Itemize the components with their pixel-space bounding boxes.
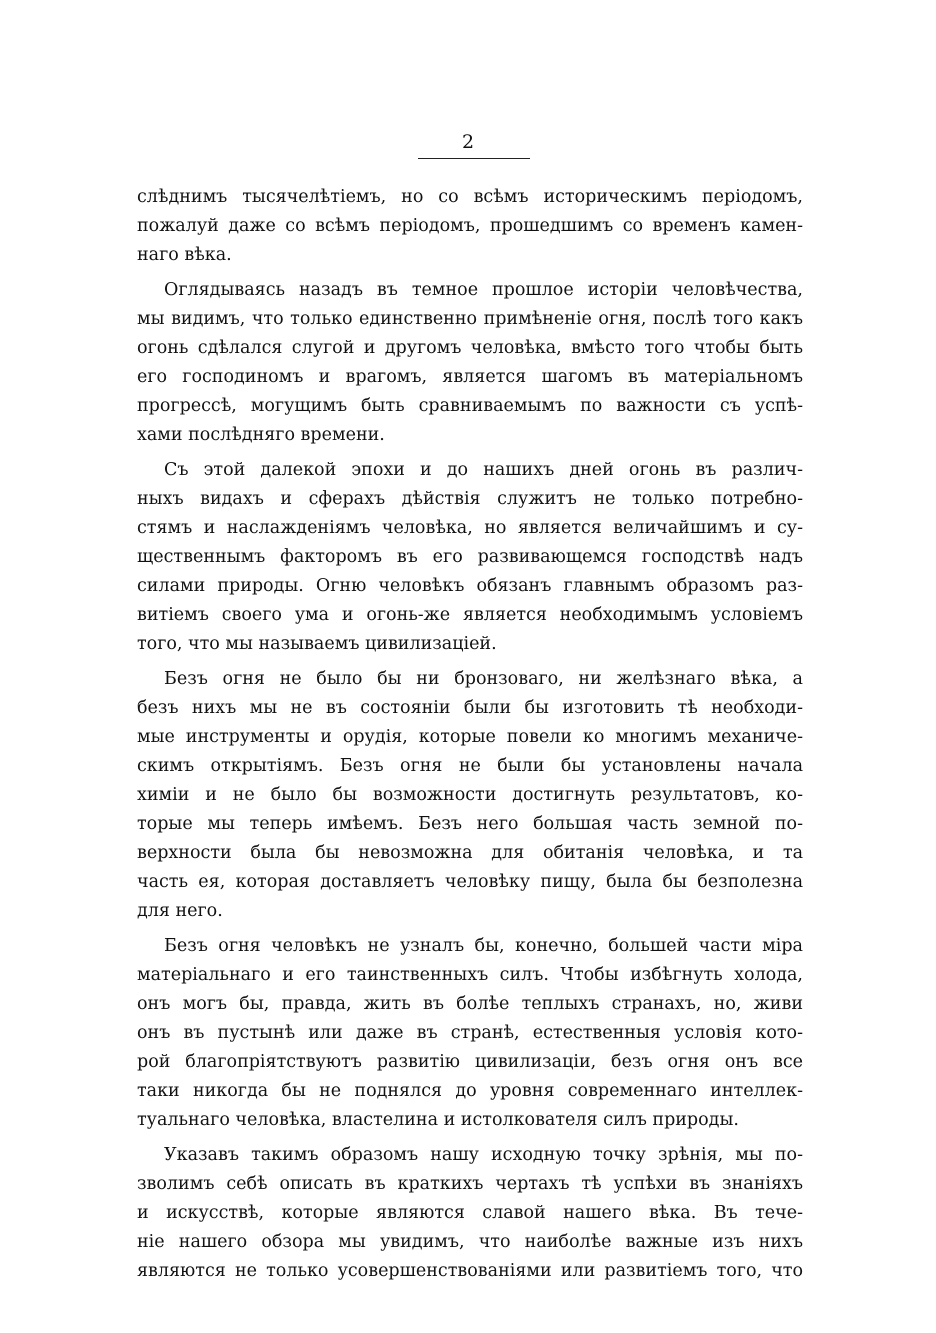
text-line: его господиномъ и врагомъ, является шагомъ въ матеріальномъ [137, 367, 803, 387]
text-line: онъ могъ бы, правда, жить въ болѣе теплыхъ странахъ, но, живи [137, 994, 803, 1014]
text-line: Оглядываясь назадъ въ темное прошлое исторіи человѣчества, [164, 280, 803, 300]
page-number-rule [418, 158, 530, 159]
text-line: онъ въ пустынѣ или даже въ странѣ, естественныя условія кото- [137, 1023, 803, 1043]
text-line: часть ея, которая доставляетъ человѣку пищу, была бы безполезна [137, 872, 803, 892]
text-line: наго вѣка. [137, 245, 232, 265]
text-line: зволимъ себѣ описать въ краткихъ чертахъ тѣ успѣхи въ знаніяхъ [137, 1174, 803, 1194]
text-line: Указавъ такимъ образомъ нашу исходную точку зрѣнія, мы по- [164, 1145, 803, 1165]
text-line: слѣднимъ тысячелѣтіемъ, но со всѣмъ историческимъ періодомъ, [137, 187, 803, 207]
text-line: для него. [137, 901, 223, 921]
text-line: пожалуй даже со всѣмъ періодомъ, прошедшимъ со временъ камен- [137, 216, 803, 236]
text-line: являются не только усовершенствованіями или развитіемъ того, что [137, 1261, 803, 1281]
text-line: матеріальнаго и его таинственныхъ силъ. Чтобы избѣгнуть холода, [137, 965, 803, 985]
text-line: скимъ открытіямъ. Безъ огня не были бы установлены начала [137, 756, 803, 776]
text-line: верхности была бы невозможна для обитанія человѣка, и та [137, 843, 803, 863]
paragraph [137, 276, 803, 450]
text-line: туальнаго человѣка, властелина и истолкователя силъ природы. [137, 1110, 739, 1130]
text-line: мы видимъ, что только единственно примѣненіе огня, послѣ того какъ [137, 309, 803, 329]
paragraph [137, 665, 803, 926]
paragraph [137, 183, 803, 270]
paragraph [137, 932, 803, 1135]
page-number: 2 [461, 131, 475, 153]
text-line: того, что мы называемъ цивилизацiей. [137, 634, 497, 654]
paragraph [137, 1141, 803, 1286]
text-line: прогрессѣ, могущимъ быть сравниваемымъ по важности съ успѣ- [137, 396, 803, 416]
text-line: рой благопріятствуютъ развитію цивилизаціи, безъ огня онъ все [137, 1052, 803, 1072]
text-line: стямъ и наслажденіямъ человѣка, но является величайшимъ и су- [137, 518, 803, 538]
text-line: огонь сдѣлался слугой и другомъ человѣка, вмѣсто того чтобы быть [137, 338, 803, 358]
text-line: Безъ огня человѣкъ не узналъ бы, конечно, большей части міра [164, 936, 803, 956]
text-line: хами послѣдняго времени. [137, 425, 385, 445]
text-line: витіемъ своего ума и огонь-же является необходимымъ условіемъ [137, 605, 803, 625]
text-line: торые мы теперь имѣемъ. Безъ него большая часть земной по- [137, 814, 803, 834]
body-text [137, 183, 803, 1286]
text-line: Съ этой далекой эпохи и до нашихъ дней огонь въ различ- [164, 460, 803, 480]
text-line: химіи и не было бы возможности достигнуть результатовъ, ко- [137, 785, 803, 805]
paragraph [137, 456, 803, 659]
text-line: ныхъ видахъ и сферахъ дѣйствія служитъ не только потребно- [137, 489, 803, 509]
text-line: ніе нашего обзора мы увидимъ, что наиболѣе важные изъ нихъ [137, 1232, 803, 1252]
text-line: и искусствѣ, которые являются славой нашего вѣка. Въ тече- [137, 1203, 803, 1223]
text-line: Безъ огня не было бы ни бронзоваго, ни желѣзнаго вѣка, а [164, 669, 803, 689]
text-line: таки никогда бы не поднялся до уровня современнаго интеллек- [137, 1081, 803, 1101]
text-line: мые инструменты и орудія, которые повели ко многимъ механиче- [137, 727, 803, 747]
text-line: силами природы. Огню человѣкъ обязанъ главнымъ образомъ раз- [137, 576, 803, 596]
text-line: безъ нихъ мы не въ состояніи были бы изготовить тѣ необходи- [137, 698, 803, 718]
text-line: щественнымъ факторомъ въ его развивающемся господствѣ надъ [137, 547, 803, 567]
